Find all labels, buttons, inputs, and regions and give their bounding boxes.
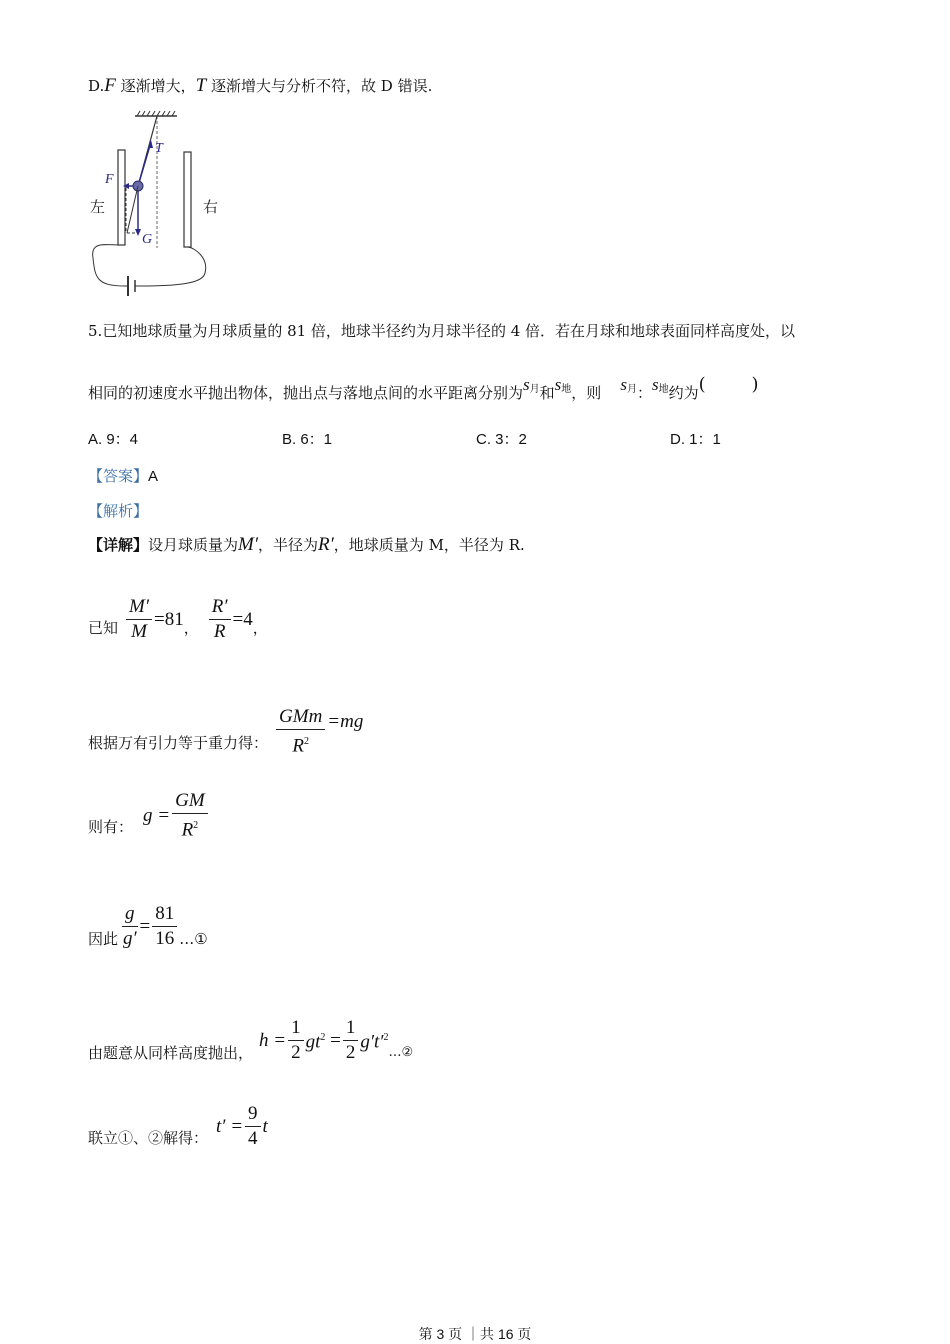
detail-row — [88, 535, 525, 555]
denominator: R — [181, 819, 194, 841]
fraction — [126, 596, 152, 643]
numerator: GMm — [276, 706, 325, 730]
numerator: 1 — [288, 1017, 304, 1041]
subscript-earth: 地 — [561, 384, 572, 395]
question-text: 和 — [539, 384, 555, 402]
fraction — [343, 1017, 359, 1064]
fraction — [288, 1017, 304, 1064]
var-s: s — [523, 375, 530, 394]
denominator: 16 — [155, 928, 175, 949]
numerator: 9 — [245, 1103, 261, 1127]
subscript-earth: 地 — [658, 384, 669, 395]
question-text: 约为 — [668, 384, 699, 402]
answer-value: A — [148, 468, 159, 485]
term — [306, 1028, 326, 1052]
step-label: 则有： — [88, 817, 134, 836]
equation-marker: …② — [388, 1044, 414, 1060]
question-text: 已知地球质量为月球质量的 81 倍，地球半径约为月球半径的 4 倍．若在月球和地球表面同样高度处，以 — [102, 322, 796, 340]
equals: = — [325, 1029, 341, 1051]
answer-blank: ( ) — [698, 374, 759, 395]
question-text: ，则 — [571, 384, 602, 402]
exponent: 2 — [303, 736, 309, 747]
exponent: 2 — [320, 1032, 326, 1044]
var-s: s — [652, 375, 659, 394]
ratio-equation — [88, 903, 208, 950]
step-label: 根据万有引力等于重力得： — [88, 733, 269, 752]
var-r-prime: R′ — [318, 534, 334, 555]
fraction — [172, 790, 208, 841]
fraction — [245, 1103, 261, 1150]
var-t: T — [195, 75, 207, 96]
denominator: 2 — [345, 1042, 356, 1063]
rhs: =mg — [327, 710, 364, 732]
analysis-text: 逐渐增大， — [115, 77, 196, 95]
answer-row — [88, 466, 158, 487]
label-f: F — [105, 172, 114, 187]
option-c[interactable] — [476, 430, 527, 450]
height-equation — [88, 1017, 413, 1064]
question-line-1 — [88, 321, 795, 341]
option-label: B. 6：1 — [282, 431, 333, 448]
step-label: 联立①、②解得： — [88, 1128, 209, 1147]
equation-marker: …① — [179, 929, 208, 948]
physics-diagram — [85, 108, 225, 303]
subscript-moon: 月 — [627, 384, 637, 395]
question-number: 5. — [88, 322, 103, 340]
detail-text: ，半径为 — [258, 536, 319, 554]
numerator: g — [122, 903, 138, 927]
option-d[interactable] — [670, 430, 721, 450]
var-s: s — [620, 375, 627, 394]
var-f: F — [104, 75, 116, 96]
lhs: t′ = — [216, 1115, 244, 1137]
option-d-analysis — [88, 76, 432, 96]
numerator: GM — [172, 790, 208, 814]
numerator: M′ — [126, 596, 152, 620]
subscript-moon: 月 — [529, 384, 540, 395]
var-s: s — [554, 375, 562, 394]
analysis-row — [88, 501, 148, 521]
numerator: 81 — [152, 903, 177, 927]
equals: = — [139, 915, 151, 937]
rhs: t — [262, 1115, 268, 1137]
numerator: 1 — [343, 1017, 359, 1041]
question-text: 相同的初速度水平抛出物体，抛出点与落地点间的水平距离分别为 — [88, 384, 524, 402]
denominator: M — [131, 621, 147, 642]
option-prefix: D. — [88, 77, 105, 95]
separator: ， — [183, 618, 199, 637]
term — [360, 1028, 388, 1052]
separator: ， — [252, 618, 268, 637]
denominator: 2 — [291, 1042, 301, 1063]
step-label: 由题意从同样高度抛出， — [88, 1043, 254, 1062]
g-equation — [88, 790, 210, 841]
lhs: g = — [143, 804, 171, 826]
exponent: 2 — [193, 820, 199, 831]
numerator: R′ — [209, 596, 231, 620]
pendulum-capacitor-diagram — [85, 108, 225, 303]
detail-tag: 【详解】 — [88, 536, 149, 554]
step-label: 已知 — [88, 618, 119, 637]
label-right: 右 — [203, 198, 219, 216]
step-label: 因此 — [88, 929, 119, 948]
denominator: R — [292, 735, 304, 757]
known-equation — [88, 596, 268, 643]
fraction — [152, 903, 177, 950]
option-label: C. 3：2 — [476, 431, 527, 448]
label-t: T — [155, 141, 163, 156]
denominator: 4 — [248, 1128, 258, 1149]
option-b[interactable] — [282, 430, 332, 450]
analysis-tag: 【解析】 — [88, 502, 149, 520]
colon: ： — [637, 384, 653, 402]
lhs: h = — [259, 1029, 287, 1051]
term-gt: gt — [305, 1031, 321, 1053]
denominator: R — [213, 621, 226, 642]
gravity-equation — [88, 706, 363, 757]
page-number: 第 3 页 ｜共 16 页 — [418, 1326, 532, 1342]
fraction — [209, 596, 231, 643]
var-m-prime: M′ — [238, 534, 259, 555]
question-line-2 — [88, 374, 759, 408]
page-footer — [0, 1324, 950, 1344]
fraction — [122, 903, 138, 950]
answer-tag: 【答案】 — [88, 467, 149, 485]
fraction — [276, 706, 325, 757]
exponent: 2 — [383, 1032, 389, 1044]
term-gprime: g′t′ — [360, 1031, 384, 1053]
rhs: =81 — [154, 608, 184, 630]
denominator: g′ — [122, 928, 137, 949]
label-g: G — [142, 232, 153, 247]
rhs: =4 — [232, 608, 253, 630]
solve-equation — [88, 1103, 268, 1150]
analysis-text: 逐渐增大与分析不符，故 D 错误. — [206, 77, 433, 95]
detail-text: 设月球质量为 — [148, 536, 239, 554]
option-a[interactable] — [88, 430, 138, 450]
detail-text: ，地球质量为 M，半径为 R. — [333, 536, 525, 554]
option-label: D. 1：1 — [670, 431, 721, 448]
option-label: A. 9：4 — [88, 431, 139, 448]
label-left: 左 — [90, 198, 106, 216]
